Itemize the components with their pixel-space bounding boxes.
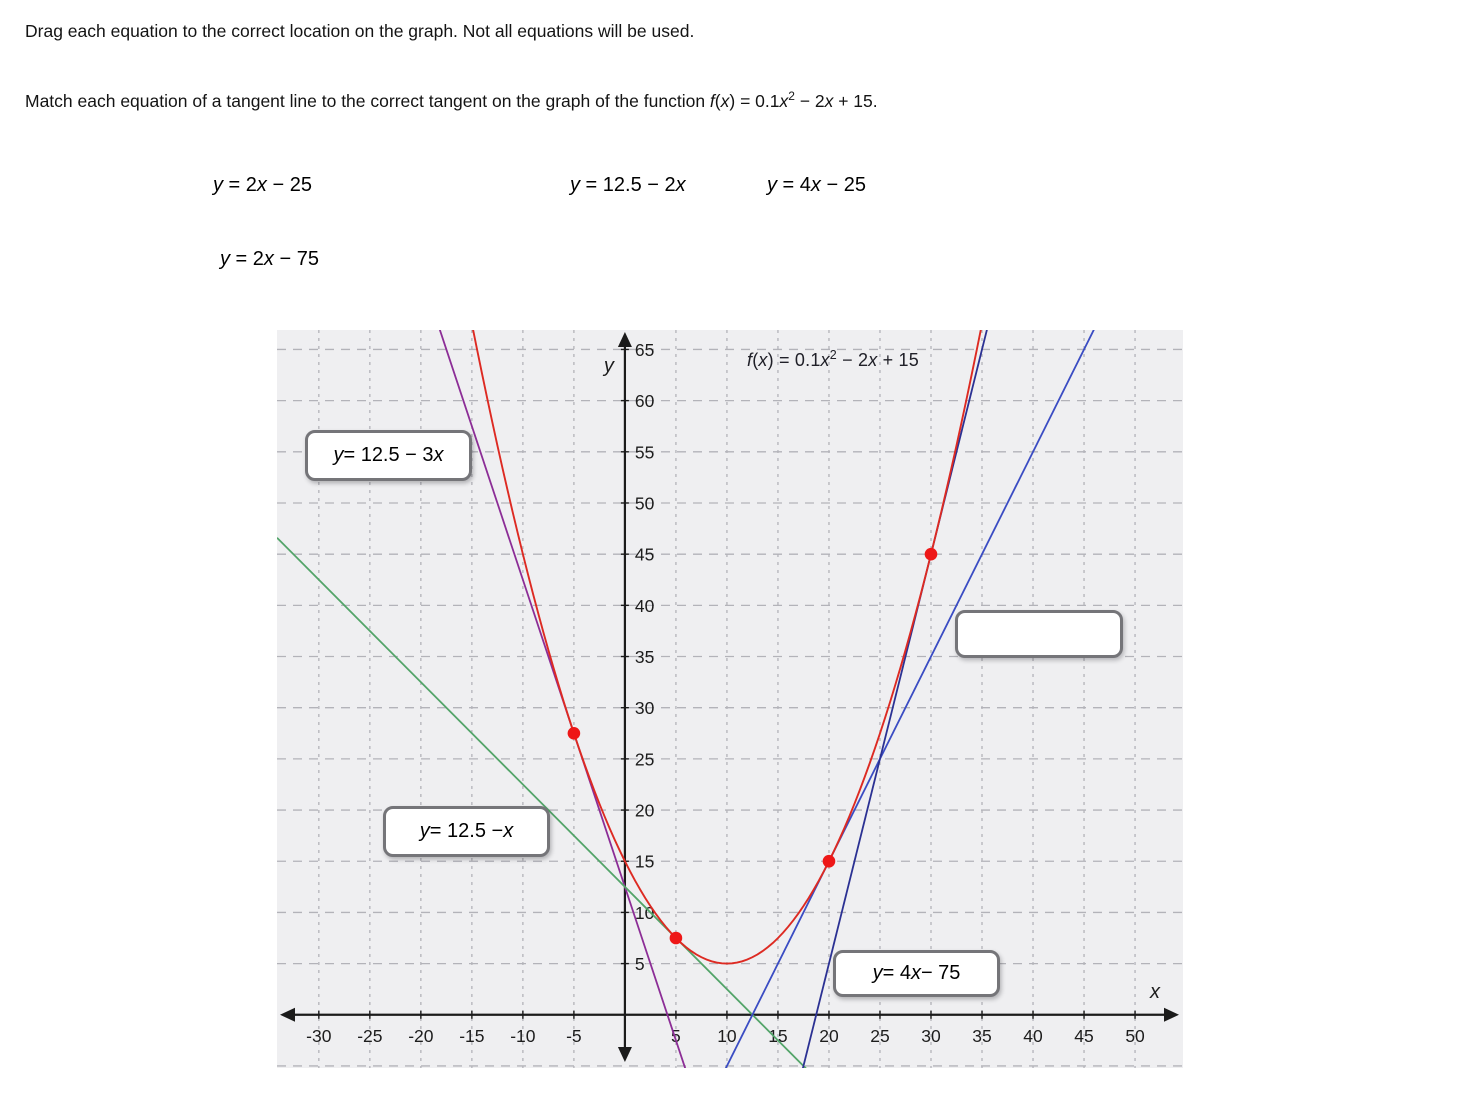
equation-tile-y-125-2x[interactable]: y = 12.5 − 2x: [570, 174, 686, 196]
svg-text:40: 40: [634, 595, 655, 616]
equation-tile-y-2x-25[interactable]: y = 2x − 25: [213, 174, 312, 196]
instruction-line-1: Drag each equation to the correct location on the graph. Not all equations will be used.: [25, 21, 695, 41]
tangent-point-2: [823, 855, 836, 868]
y-axis-label: y: [603, 355, 614, 377]
instruction-line-2: [25, 89, 878, 112]
svg-text:-5: -5: [566, 1025, 582, 1046]
x-axis-label: x: [1150, 980, 1160, 1003]
instruction-line-2-text: Match each equation of a tangent line to the correct tangent on the graph of the function: [25, 90, 710, 111]
svg-text:-10: -10: [510, 1025, 536, 1046]
svg-text:30: 30: [921, 1025, 941, 1046]
svg-text:5: 5: [634, 954, 645, 975]
svg-text:40: 40: [1023, 1025, 1043, 1046]
svg-text:5: 5: [671, 1025, 681, 1046]
svg-text:50: 50: [1125, 1025, 1145, 1046]
svg-text:30: 30: [634, 698, 655, 719]
placed-equation-box-1[interactable]: y = 12.5 − x: [383, 806, 550, 857]
svg-text:45: 45: [634, 544, 655, 565]
svg-text:50: 50: [634, 493, 655, 514]
equation-tile-y-2x-75[interactable]: y = 2x − 75: [220, 248, 319, 270]
placed-equation-box-2[interactable]: y = 4 x − 75: [833, 950, 1000, 997]
svg-text:35: 35: [972, 1025, 992, 1046]
svg-text:15: 15: [768, 1025, 788, 1046]
svg-text:20: 20: [819, 1025, 839, 1046]
svg-text:35: 35: [634, 647, 655, 668]
svg-text:25: 25: [870, 1025, 890, 1046]
equation-tile-y-4x-25[interactable]: y = 4x − 25: [767, 174, 866, 196]
function-formula-inline: $f(x) = 0.1x^2 - 2x + 15$: [709, 89, 873, 111]
svg-text:10: 10: [717, 1025, 737, 1046]
svg-text:65: 65: [634, 339, 655, 360]
svg-text:60: 60: [634, 391, 655, 412]
svg-text:55: 55: [634, 442, 655, 463]
svg-text:10: 10: [634, 902, 655, 923]
instruction-line-2-period: .: [872, 90, 878, 111]
svg-text:20: 20: [634, 800, 655, 821]
svg-text:25: 25: [634, 749, 655, 770]
graph-area: [277, 330, 1183, 1068]
tangent-point-3: [925, 548, 938, 561]
empty-answer-slot[interactable]: [955, 610, 1123, 658]
svg-text:-15: -15: [459, 1025, 485, 1046]
svg-text:-30: -30: [306, 1025, 332, 1046]
svg-text:-20: -20: [408, 1025, 434, 1046]
function-label: $f(x) = 0.1x^2 - 2x + 15$: [747, 348, 919, 370]
svg-text:15: 15: [634, 851, 655, 872]
svg-text:45: 45: [1074, 1025, 1094, 1046]
placed-equation-box-0[interactable]: y = 12.5 − 3 x: [305, 430, 472, 481]
tangent-point-0: [568, 727, 581, 740]
svg-text:-25: -25: [357, 1025, 383, 1046]
tangent-point-1: [670, 932, 683, 945]
